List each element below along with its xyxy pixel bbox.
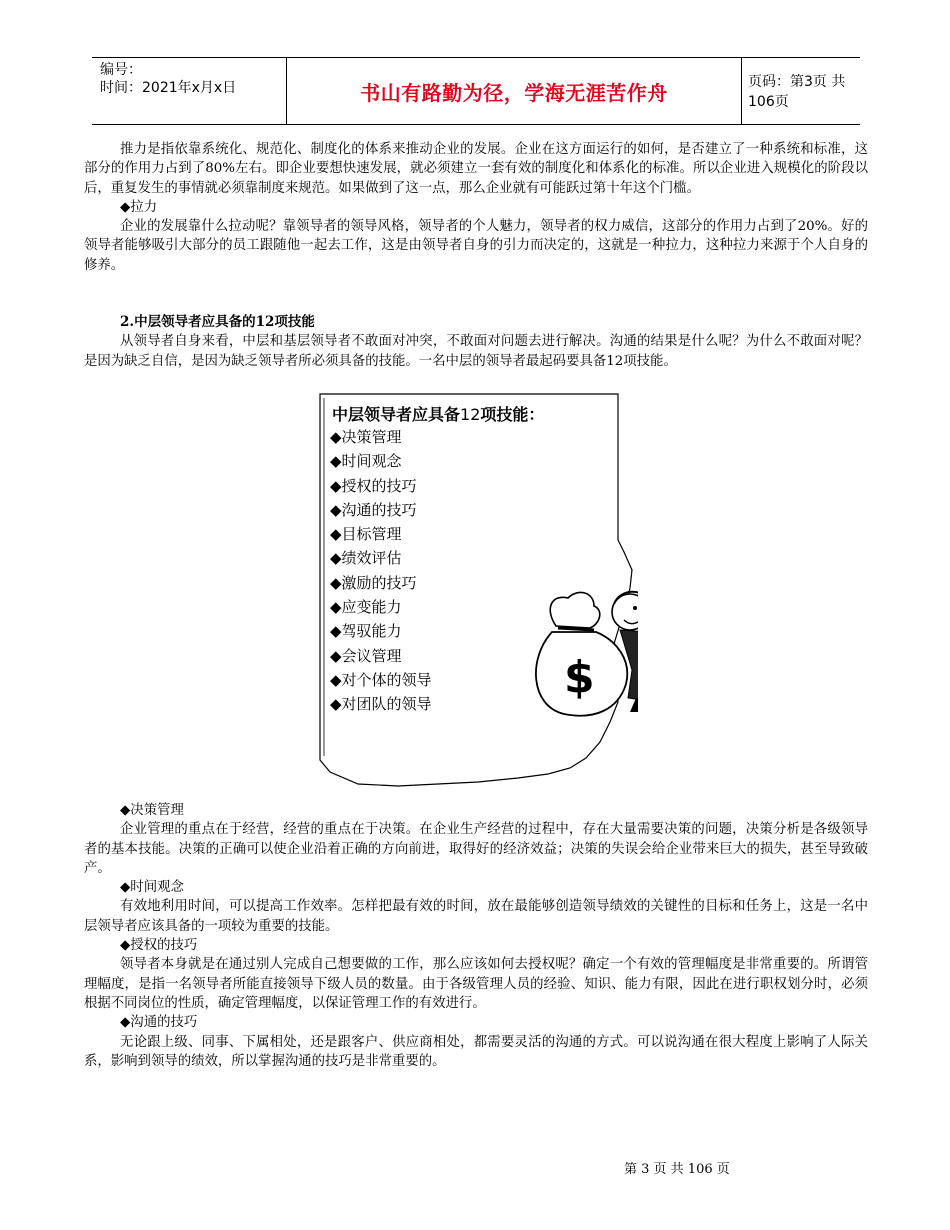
skill-box xyxy=(318,392,638,792)
skill-item: ◆对个体的领导 xyxy=(330,670,432,689)
skill-item: ◆应变能力 xyxy=(330,598,402,617)
paragraph: 领导者本身就是在通过别人完成自己想要做的工作，那么应该如何去授权呢？确定一个有效的管理幅度是非常重要的。所谓管理幅度，是指一名领导者所能直接领导下级人员的数量。由于各级管理人员的经验、知识、能力有限，因此在进行职权划分时，必须根据不同岗位的性质，确定管理幅度，以保证管理工作的有效进行。 xyxy=(84,957,868,1011)
page-footer: 第 3 页 共 106 页 xyxy=(624,1162,730,1177)
skill-item: ◆绩效评估 xyxy=(330,549,402,568)
body-top xyxy=(84,140,868,275)
money-bag-icon xyxy=(536,592,638,716)
skill-item: ◆对团队的领导 xyxy=(330,695,432,714)
section xyxy=(84,313,868,371)
subheading: ◆授权的技巧 xyxy=(120,938,198,954)
number-label: 编号： xyxy=(100,62,142,78)
subheading: ◆时间观念 xyxy=(120,880,184,896)
header-page-label: 页码：第3页 共106页 xyxy=(748,74,846,110)
page-header xyxy=(92,57,860,125)
paragraph: 无论跟上级、同事、下属相处，还是跟客户、供应商相处，都需要灵活的沟通的方式。可以说沟通在很大程度上影响了人际关系，影响到领导的绩效，所以掌握沟通的技巧是非常重要的。 xyxy=(84,1034,868,1069)
skill-item: ◆会议管理 xyxy=(330,646,402,665)
svg-text:$: $ xyxy=(564,652,595,703)
skill-item: ◆授权的技巧 xyxy=(330,476,417,495)
skill-item: ◆决策管理 xyxy=(330,428,402,446)
skill-item: ◆目标管理 xyxy=(330,525,402,544)
section-intro: 从领导者自身来看，中层和基层领导者不敢面对冲突，不敢面对问题去进行解决。沟通的结果是什么呢？为什么不敢面对呢？是因为缺乏自信，是因为缺乏领导者所必须具备的技能。一名中层的领导者最起码要具备12项技能。 xyxy=(84,334,868,369)
paragraph: 企业的发展靠什么拉动呢？靠领导者的领导风格，领导者的个人魅力，领导者的权力威信，这部分的作用力占到了20%。好的领导者能够吸引大部分的员工跟随他一起去工作，这是由领导者自身的引力而决定的，这就是一种拉力，这种拉力来源于个人自身的修养。 xyxy=(84,219,868,273)
skill-item: ◆沟通的技巧 xyxy=(330,500,417,519)
subheading: ◆拉力 xyxy=(120,199,158,215)
header-meta xyxy=(100,61,286,97)
skill-item: ◆激励的技巧 xyxy=(330,573,417,592)
paragraph: 推力是指依靠系统化、规范化、制度化的体系来推动企业的发展。企业在这方面运行的如何，是否建立了一种系统和标准，这部分的作用力占到了80%左右。即企业要想快速发展，就必须建立一套有效的制度化和体系化的标准。所以企业进入规模化的阶段以后，重复发生的事情就必须靠制度来规范。如果做到了这一点，那么企业就有可能跃过第十年这个门槛。 xyxy=(84,142,868,196)
skill-item: ◆时间观念 xyxy=(330,452,402,471)
skill-list xyxy=(330,425,432,717)
subheading: ◆决策管理 xyxy=(120,803,184,818)
paragraph: 有效地利用时间，可以提高工作效率。怎样把最有效的时间，放在最能够创造领导绩效的关键性的目标和任务上，这是一名中层领导者应该具备的一项较为重要的技能。 xyxy=(84,899,868,934)
paragraph: 企业管理的重点在于经营，经营的重点在于决策。在企业生产经营的过程中，存在大量需要决策的问题，决策分析是各级领导者的基本技能。决策的正确可以使企业沿着正确的方向前进，取得好的经济效益；决策的失误会给企业带来巨大的损失，甚至导致破产。 xyxy=(84,822,868,876)
time-label: 时间：2021年x月x日 xyxy=(100,80,237,96)
section-title: 2.中层领导者应具备的12项技能 xyxy=(120,314,315,330)
subheading: ◆沟通的技巧 xyxy=(120,1015,198,1031)
skill-box-title: 中层领导者应具备12项技能： xyxy=(332,405,545,424)
header-motto: 书山有路勤为径，学海无涯苦作舟 xyxy=(286,58,742,124)
body-bottom xyxy=(84,801,868,1071)
skill-item: ◆驾驭能力 xyxy=(330,622,402,641)
